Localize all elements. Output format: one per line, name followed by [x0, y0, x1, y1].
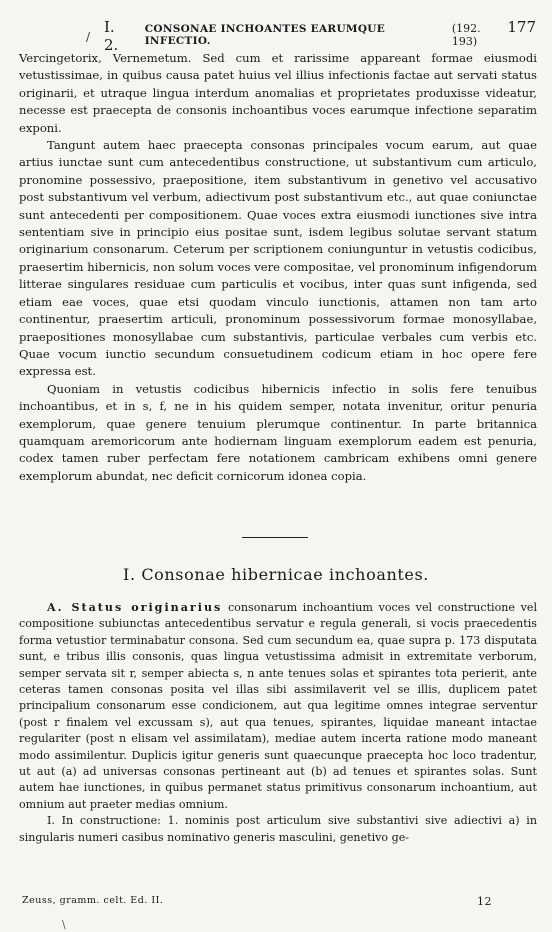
header-title: CONSONAE INCHOANTES EARUMQUE INFECTIO.	[144, 23, 386, 47]
section-heading: I. Consonae hibernicae inchoantes.	[123, 565, 429, 584]
stray-mark: /	[86, 30, 91, 44]
page-footer	[22, 895, 492, 908]
stray-mark-bottom: \	[62, 918, 66, 931]
running-header	[104, 18, 536, 54]
paragraph-label: A. Status originarius	[47, 601, 223, 614]
section-text-block	[19, 600, 537, 846]
footer-signature-text: Zeuss, gramm. celt. Ed. II.	[22, 895, 164, 906]
paragraph-body: consonarum inchoantium voces vel constructione vel compositione subiunctas antecedentibus servatur e regula generali, si vocis praecedentis forma vetustior terminabatur consona. Sed cum secundum ea, quae supra p. 173 disputata sunt, e tribus illis consonis, quas lingua vetustissima admisit in extremitate verborum, semper servata sit r, semper abiecta s, n ante tenues solas et spirantes tota perierit, ante ceteras tamen consonas posita vel illas sibi assimilaverit vel se illis, duplicem patet principalium consonarum esse condicionem, aut qua legitime omnes integrae serventur (post r finalem vel excussam s), aut qua tenues, spirantes, liquidae maneant intactae regulariter (post n elisam vel assimilatam), mediae autem incerta ratione modo maneant modo assimilentur. Duplicis igitur generis sunt quaecunque praecepta hoc loco tradentur, ut aut (a) ad universas consonas pertineant aut (b) ad tenues et spirantes solas. Sunt autem hae iunctiones, in quibus permanet status primitivus consonarum inchoantium, aut omnium aut praeter medias omnium.	[19, 601, 538, 811]
paragraph-continuation: Vercingetorix, Vernemetum. Sed cum et rarissime appareant formae eiusmodi vetustissimae, in quibus causa patet huius vel illius infectionis factae aut servati status originarii, et utraque lingua interdum anomalias et proprietates produxisse videatur, necesse est praecepta de consonis inchoantibus voces earumque infectione separatim exponi.	[19, 51, 537, 135]
header-section: I. 2.	[104, 18, 119, 54]
paragraph-quoniam: Quoniam in vetustis codicibus hibernicis infectio in solis fere tenuibus inchoantibus, et in s, f, ne in his quidem semper, notata invenitur, oritur penuria exemplorum, quae genere tenuium plerumque continentur. In parte britannica quamquam aremoricorum ante hodiernam linguam exemplorum eadem est penuria, codex tamen ruber perfectam fere notationem cambricam exhibens omni genere exemplorum abundat, nec deficit cornicorum idonea copia.	[19, 381, 537, 483]
top-text-block	[19, 50, 537, 485]
footer-signature-number: 12	[477, 895, 492, 908]
header-paragraph-numbers: (192. 193)	[451, 22, 481, 48]
paragraph-constructione: I. In constructione: 1. nominis post articulum sive substantivi sive adiectivi a) in singularis numeri casibus nominativo generis masculini, genetivo ge-	[19, 814, 537, 844]
paragraph-tangunt: Tangunt autem haec praecepta consonas principales vocum earum, aut quae artius iunctae sunt cum antecedentibus constructione, ut substantivum cum articulo, pronomine possessivo, praepositione, item substantivum in genetivo vel accusativo post substantivum vel verbum, adiectivum post substantivum etc., aut quae coniunctae sunt antecedenti per compositionem. Quae voces extra eiusmodi iunctiones sive intra sententiam sive in principio eius positae sunt, isdem legibus solutae servant statum originarium consonarum. Ceterum per scriptionem coniunguntur in vetustis codicibus, praesertim hibernicis, non solum voces vere compositae, vel pronominum infigendorum litterae singulares residuae cum particulis et vocibus, inter quas sunt infigenda, sed etiam eae voces, quae etsi quodam vinculo iunctionis, attamen non tam arto continentur, praesertim articuli, pronominum possessivorum formae monosyllabae, praepositiones monosyllabae cum substantivis, particulae verbales cum verbis etc. Quae vocum iunctio secundum consuetudinem codicum etiam in hoc opere fere expressa est.	[19, 138, 537, 379]
section-divider	[242, 537, 308, 538]
paragraph-status	[19, 600, 537, 813]
page-number: 177	[507, 18, 536, 36]
